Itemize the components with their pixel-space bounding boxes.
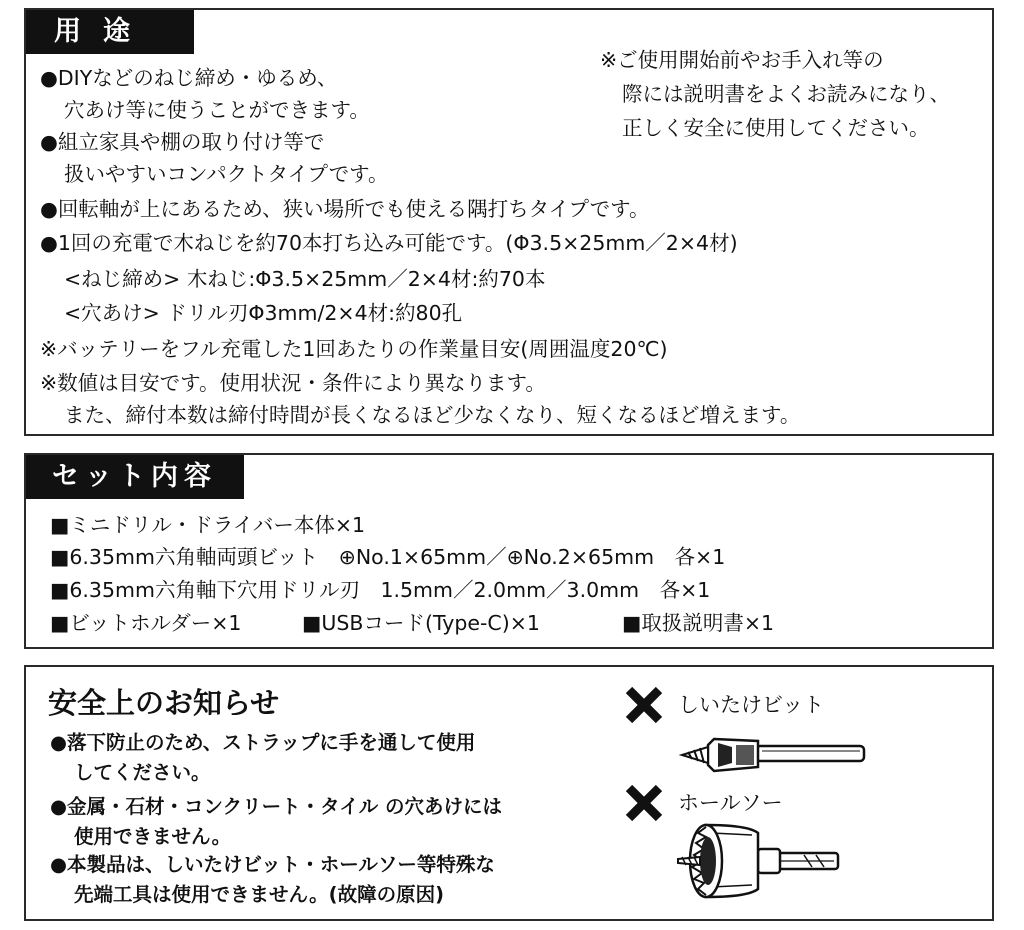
usage-note-3: 正しく安全に使用してください。 (622, 116, 930, 140)
set-contents-header: セット内容 (26, 455, 244, 499)
usage-line-5: ●回転軸が上にあるため、狭い場所でも使える隅打ちタイプです。 (40, 197, 650, 221)
usage-note-1: ※ご使用開始前やお手入れ等の (600, 48, 884, 72)
hole-saw-label: ホールソー (678, 791, 783, 815)
bullet-square-icon (302, 611, 321, 635)
hole-saw-illustration (676, 819, 846, 903)
safety-line-2: してください。 (74, 761, 211, 784)
usage-line-8: <穴あけ> ドリル刃Φ3mm/2×4材:約80孔 (64, 301, 463, 325)
bullet-square-icon (50, 545, 69, 569)
safety-box (24, 665, 994, 921)
safety-line-5: ●本製品は、しいたけビット・ホールソー等特殊な (50, 853, 495, 876)
shiitake-bit-illustration (674, 733, 874, 779)
bullet-square-icon (50, 611, 69, 635)
safety-title: 安全上のお知らせ (48, 686, 280, 720)
usage-note-2: 際には説明書をよくお読みになり、 (622, 82, 950, 106)
set-item-4b (302, 609, 540, 637)
set-item-4b-text: USBコード(Type-C)×1 (321, 611, 540, 635)
set-item-3 (50, 576, 710, 604)
bullet-square-icon (50, 513, 69, 537)
bullet-square-icon (622, 611, 641, 635)
usage-line-10: ※数値は目安です。使用状況・条件により異なります。 (40, 371, 546, 395)
usage-line-3: ●組立家具や棚の取り付け等で (40, 130, 325, 154)
cross-mark-icon (624, 685, 664, 725)
set-item-4c-text: 取扱説明書×1 (641, 611, 775, 635)
bullet-square-icon (50, 578, 69, 602)
set-item-4c (622, 609, 774, 637)
safety-line-3: ●金属・石材・コンクリート・タイル の穴あけには (50, 795, 503, 818)
usage-line-4: 扱いやすいコンパクトタイプです。 (64, 162, 389, 186)
set-contents-box (24, 453, 994, 649)
usage-line-11: また、締付本数は締付時間が長くなるほど少なくなり、短くなるほど増えます。 (64, 403, 801, 427)
set-item-4a-text: ビットホルダー×1 (69, 611, 242, 635)
safety-line-6: 先端工具は使用できません。(故障の原因) (74, 883, 444, 906)
shiitake-bit-label: しいたけビット (678, 693, 825, 717)
set-item-1 (50, 511, 365, 539)
usage-header: 用途 (26, 10, 194, 54)
usage-line-7: <ねじ締め> 木ねじ:Φ3.5×25mm／2×4材:約70本 (64, 267, 546, 291)
usage-line-6: ●1回の充電で木ねじを約70本打ち込み可能です。(Φ3.5×25mm／2×4材) (40, 231, 738, 255)
set-item-2-text: 6.35mm六角軸両頭ビット ⊕No.1×65mm／⊕No.2×65mm 各×1 (69, 545, 726, 569)
usage-box (24, 8, 994, 436)
safety-line-1: ●落下防止のため、ストラップに手を通して使用 (50, 731, 476, 754)
usage-line-1: ●DIYなどのねじ締め・ゆるめ、 (40, 66, 338, 90)
set-item-3-text: 6.35mm六角軸下穴用ドリル刃 1.5mm／2.0mm／3.0mm 各×1 (69, 578, 711, 602)
set-item-2 (50, 543, 725, 571)
set-item-1-text: ミニドリル・ドライバー本体×1 (69, 513, 366, 537)
cross-mark-icon (624, 783, 664, 823)
set-item-4a (50, 609, 241, 637)
usage-line-2: 穴あけ等に使うことができます。 (64, 98, 370, 122)
usage-line-9: ※バッテリーをフル充電した1回あたりの作業量目安(周囲温度20℃) (40, 337, 668, 361)
safety-line-4: 使用できません。 (74, 825, 232, 848)
